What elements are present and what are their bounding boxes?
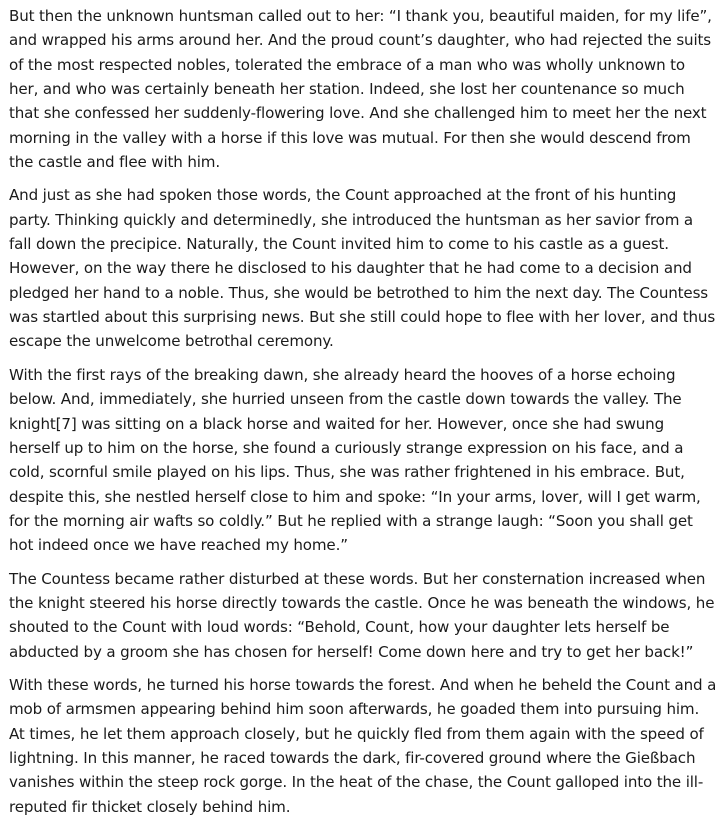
paragraph-4: The Countess became rather disturbed at these words. But her consternation increased when the knight steered his horse directly towards the castle. Once he was beneath the windows, he shouted to the Count with loud words: “Behold, Count, how your daughter lets herself be abducted by a groom she has chosen for herself! Come down here and try to get her back!” bbox=[9, 569, 715, 661]
paragraph-1: But then the unknown huntsman called out to her: “I thank you, beautiful maiden, for my life”, and wrapped his arms around her. And the proud count’s daughter, who had rejected the suits of the most respected nobles, tolerated the embrace of a man who was wholly unknown to her, and who was certainly beneath her station. Indeed, she lost her countenance so much that she confessed her suddenly-flowering love. And she challenged him to meet her the next morning in the valley with a horse if this love was mutual. For then she would descend from the castle and flee with him. bbox=[9, 7, 712, 172]
paragraph-3: With the first rays of the breaking dawn, she already heard the hooves of a horse echoing below. And, immediately, she hurried unseen from the castle down towards the valley. The knight[7] was sitting on a black horse and waited for her. However, once she had swung herself up to him on the horse, she found a curiously strange expression on his face, and a cold, scornful smile played on his lips. Thus, she was rather frightened in his embrace. But, despite this, she nestled herself close to him and spoke: “In your arms, lover, will I get warm, for the morning air wafts so coldly.” But he replied with a strange laugh: “Soon you shall get hot indeed once we have reached my home.” bbox=[9, 365, 701, 555]
paragraph-5: With these words, he turned his horse towards the forest. And when he beheld the Count and a mob of armsmen appearing behind him soon afterwards, he goaded them into pursuing him. At times, he let them approach closely, but he quickly fled from them again with the speed of lightning. In this manner, he raced towards the dark, fir-covered ground where the Gießbach vanishes within the steep rock gorge. In the heat of the chase, the Count galloped into the ill-reputed fir thicket closely behind him. bbox=[9, 675, 717, 816]
paragraph-2: And just as she had spoken those words, the Count approached at the front of his hunting party. Thinking quickly and determinedly, she introduced the huntsman as her savior from a fall down the precipice. Naturally, the Count invited him to come to his castle as a guest. However, on the way there he disclosed to his daughter that he had come to a decision and pledged her hand to a noble. Thus, she would be betrothed to him the next day. The Countess was startled about this surprising news. But she still could hope to flee with her lover, and thus escape the unwelcome betrothal ceremony. bbox=[9, 186, 716, 351]
